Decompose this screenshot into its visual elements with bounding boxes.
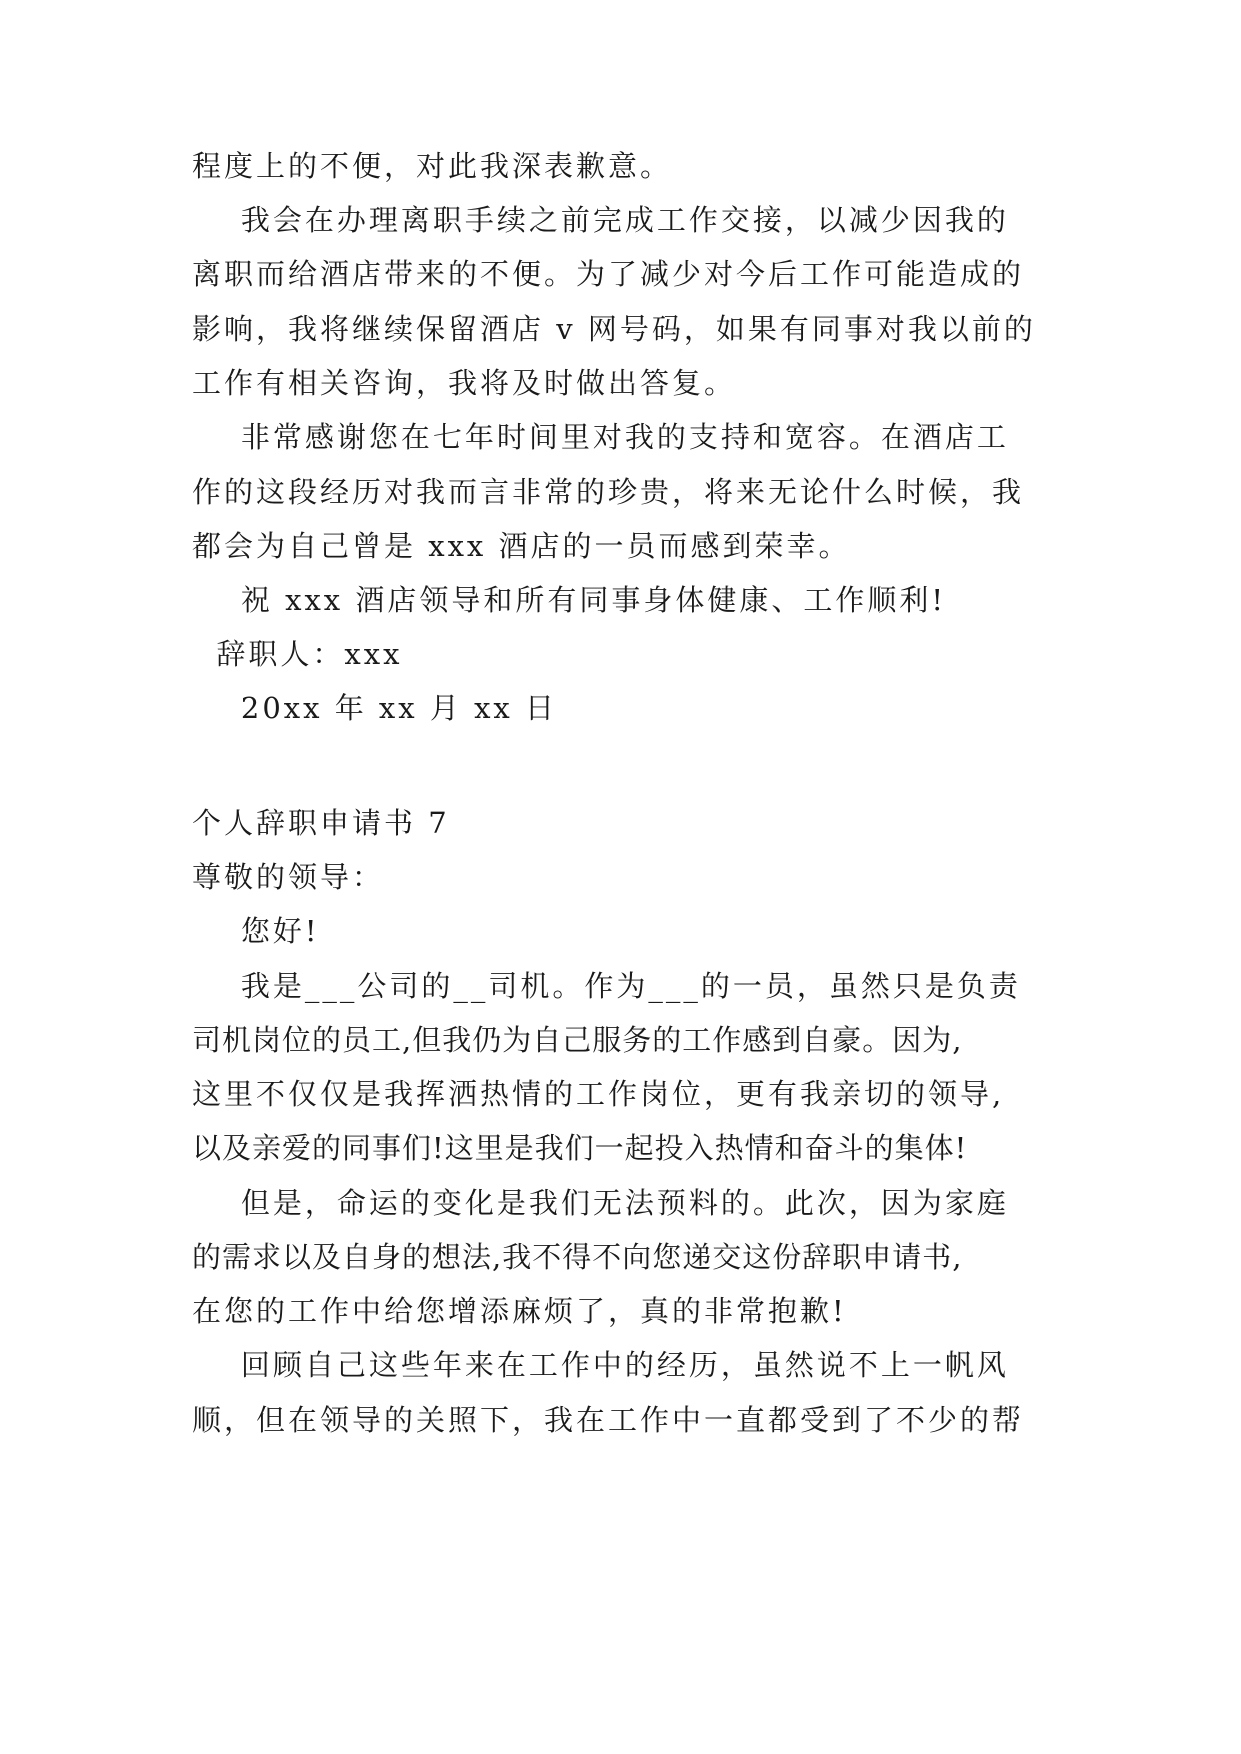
paragraph-line: 但是，命运的变化是我们无法预料的。此次，因为家庭: [192, 1186, 1009, 1220]
greeting: 您好!: [192, 914, 320, 948]
section-heading: 个人辞职申请书 7: [192, 806, 450, 840]
paragraph-line: 的需求以及自身的想法,我不得不向您递交这份辞职申请书,: [192, 1240, 963, 1274]
paragraph-line: 影响，我将继续保留酒店 v 网号码，如果有同事对我以前的: [192, 312, 1036, 346]
paragraph-line: 都会为自己曾是 xxx 酒店的一员而感到荣幸。: [192, 529, 851, 563]
paragraph-line: 这里不仅仅是我挥洒热情的工作岗位，更有我亲切的领导,: [192, 1077, 1005, 1111]
paragraph-line: 离职而给酒店带来的不便。为了减少对今后工作可能造成的: [192, 257, 1025, 291]
paragraph-line: 祝 xxx 酒店领导和所有同事身体健康、工作顺利!: [192, 583, 947, 617]
paragraph-line: 非常感谢您在七年时间里对我的支持和宽容。在酒店工: [192, 420, 1009, 454]
date-line: 20xx 年 xx 月 xx 日: [192, 691, 557, 725]
paragraph-line: 我是___公司的__司机。作为___的一员，虽然只是负责: [192, 969, 1021, 1003]
paragraph-line: 工作有相关咨询，我将及时做出答复。: [192, 366, 737, 400]
paragraph-line: 程度上的不便，对此我深表歉意。: [192, 149, 673, 183]
salutation: 尊敬的领导：: [192, 860, 385, 894]
paragraph-line: 以及亲爱的同事们!这里是我们一起投入热情和奋斗的集体!: [192, 1131, 968, 1165]
paragraph-line: 作的这段经历对我而言非常的珍贵，将来无论什么时候，我: [192, 475, 1025, 509]
paragraph-line: 回顾自己这些年来在工作中的经历，虽然说不上一帆风: [192, 1348, 1009, 1382]
paragraph-line: 司机岗位的员工,但我仍为自己服务的工作感到自豪。因为,: [192, 1023, 963, 1057]
paragraph-line: 我会在办理离职手续之前完成工作交接，以减少因我的: [192, 203, 1009, 237]
signatory-line: 辞职人：xxx: [192, 637, 403, 671]
paragraph-line: 在您的工作中给您增添麻烦了，真的非常抱歉!: [192, 1294, 847, 1328]
paragraph-line: 顺，但在领导的关照下，我在工作中一直都受到了不少的帮: [192, 1403, 1025, 1437]
